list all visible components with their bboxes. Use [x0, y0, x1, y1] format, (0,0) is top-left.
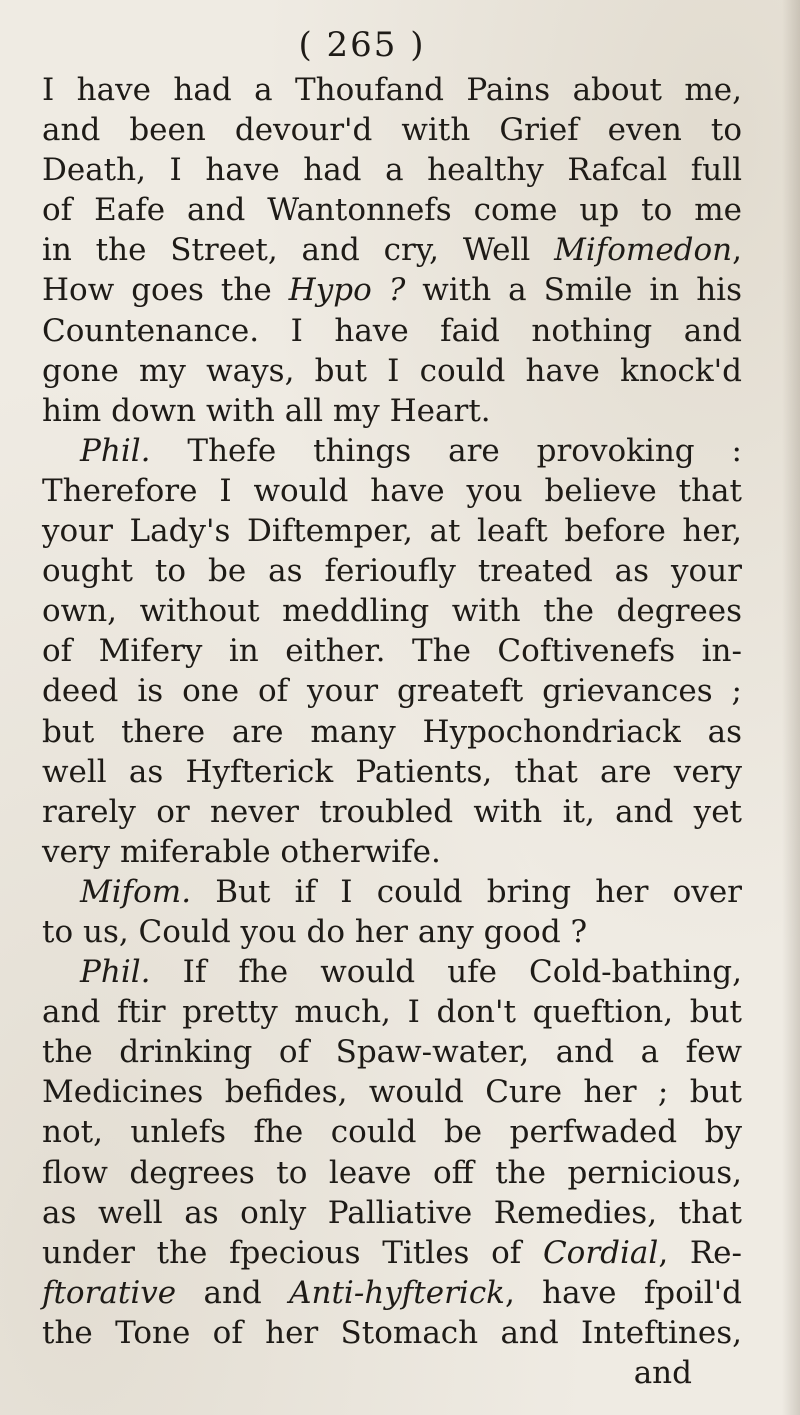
speaker-name: Phil.	[80, 954, 151, 991]
text-line: your Lady's Diftemper, at leaft before her,	[42, 513, 742, 550]
page-text	[42, 20, 742, 1393]
italic-name: Mifomedon	[554, 232, 733, 269]
text-line: rarely or never troubled with it, and yet	[42, 793, 742, 830]
text-line: ought to be as ferioufly treated as your	[42, 553, 742, 590]
text-line: and been devour'd with Grief even to	[42, 112, 742, 149]
speaker-line: Phil. If fhe would ufe Cold-bathing,	[80, 954, 742, 991]
text-line: well as Hyfterick Patients, that are very	[42, 753, 742, 790]
italic-term: Hypo ?	[288, 272, 406, 309]
text-line: and ftir pretty much, I don't queftion, but	[42, 994, 742, 1031]
text-line: as well as only Palliative Remedies, that	[42, 1194, 742, 1231]
text-line: Countenance. I have faid nothing and	[42, 312, 742, 349]
text-line: the drinking of Spaw-water, and a few	[42, 1034, 742, 1071]
catchword: and	[633, 1355, 692, 1391]
text-line: flow degrees to leave off the pernicious,	[42, 1154, 742, 1191]
speaker-line: Phil. Thefe things are provoking :	[80, 432, 742, 469]
italic-term: ftorative	[42, 1274, 177, 1311]
text-line: in the Street, and cry, Well Mifomedon,	[42, 232, 742, 269]
italic-term: Cordial	[542, 1234, 659, 1271]
text-line: the Tone of her Stomach and Inteftines,	[42, 1314, 742, 1351]
text-line: very miferable otherwife.	[42, 833, 441, 870]
text-line: under the fpecious Titles of Cordial, Re-	[42, 1234, 743, 1271]
text-line: Medicines befides, would Cure her ; but	[42, 1074, 742, 1111]
text-line: Death, I have had a healthy Rafcal full	[42, 152, 742, 189]
text-line: ftorative and Anti-hyfterick, have fpoil'd	[42, 1274, 742, 1311]
page-number: ( 265 )	[298, 25, 426, 65]
text-line: How goes the Hypo ? with a Smile in his	[42, 272, 743, 309]
text-line: I have had a Thoufand Pains about me,	[42, 72, 742, 108]
text-line: gone my ways, but I could have knock'd	[42, 352, 742, 389]
page-gutter-shadow	[782, 0, 800, 1415]
text-line: of Mifery in either. The Coftivenefs in-	[42, 633, 742, 670]
speaker-line: Mifom. But if I could bring her over	[80, 873, 742, 910]
text-line: him down with all my Heart.	[42, 392, 491, 429]
text-line: Therefore I would have you believe that	[42, 472, 742, 509]
text-line: of Eafe and Wantonnefs come up to me	[42, 192, 742, 229]
text-line: own, without meddling with the degrees	[42, 593, 742, 630]
italic-term: Anti-hyfterick	[289, 1274, 505, 1311]
speaker-name: Mifom.	[80, 873, 192, 910]
text-line: not, unlefs fhe could be perfwaded by	[42, 1114, 742, 1151]
text-line: to us, Could you do her any good ?	[42, 913, 588, 950]
text-line: deed is one of your greateft grievances ;	[42, 673, 742, 710]
text-line: but there are many Hypochondriack as	[42, 713, 742, 750]
speaker-name: Phil.	[80, 432, 151, 469]
